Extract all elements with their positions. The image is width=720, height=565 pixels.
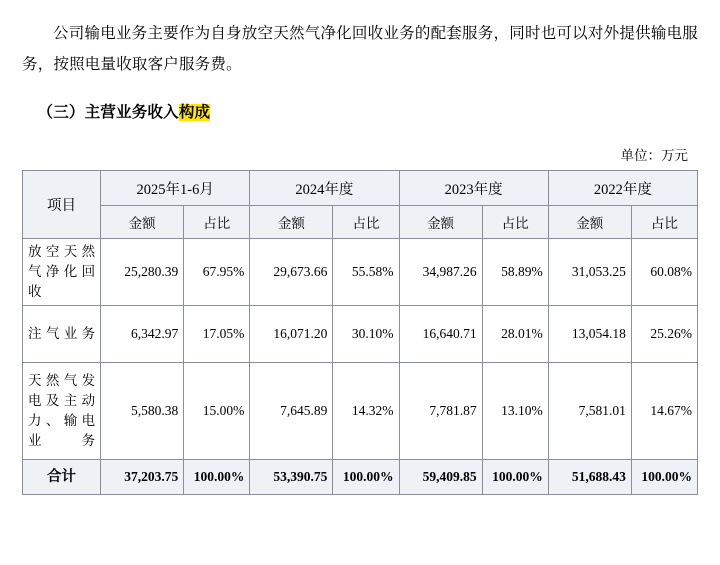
table-row	[23, 363, 698, 460]
row-0-cell-3: 55.58%	[333, 239, 399, 306]
header-item: 项目	[23, 171, 101, 239]
total-cell-6: 51,688.43	[548, 460, 631, 495]
section-heading	[22, 98, 698, 128]
section-heading-highlight: 构成	[178, 104, 211, 121]
row-0-cell-4: 34,987.26	[399, 239, 482, 306]
row-label-0: 放空天然气净化回收	[23, 239, 101, 306]
body-paragraph: 公司输电业务主要作为自身放空天然气净化回收业务的配套服务，同时也可以对外提供输电服务，按照电量收取客户服务费。	[22, 25, 698, 73]
row-2-cell-2: 7,645.89	[250, 363, 333, 460]
row-1-cell-4: 16,640.71	[399, 306, 482, 363]
row-1-cell-6: 13,054.18	[548, 306, 631, 363]
header-percent-0: 占比	[184, 206, 250, 239]
row-2-cell-5: 13.10%	[482, 363, 548, 460]
total-cell-1: 100.00%	[184, 460, 250, 495]
row-0-cell-7: 60.08%	[631, 239, 697, 306]
total-cell-4: 59,409.85	[399, 460, 482, 495]
row-1-cell-7: 25.26%	[631, 306, 697, 363]
table-header-row-subcolumns	[23, 206, 698, 239]
revenue-composition-table	[22, 170, 698, 495]
row-1-cell-3: 30.10%	[333, 306, 399, 363]
header-amount-0: 金额	[101, 206, 184, 239]
unit-label: 单位：万元	[620, 148, 688, 163]
row-1-cell-2: 16,071.20	[250, 306, 333, 363]
header-percent-3: 占比	[631, 206, 697, 239]
header-period-3: 2022年度	[548, 171, 697, 206]
total-cell-3: 100.00%	[333, 460, 399, 495]
total-cell-7: 100.00%	[631, 460, 697, 495]
row-1-cell-5: 28.01%	[482, 306, 548, 363]
row-1-cell-1: 17.05%	[184, 306, 250, 363]
total-cell-5: 100.00%	[482, 460, 548, 495]
header-amount-3: 金额	[548, 206, 631, 239]
row-2-cell-7: 14.67%	[631, 363, 697, 460]
row-label-2: 天然气发电及主动力、输电业务	[23, 363, 101, 460]
row-0-cell-6: 31,053.25	[548, 239, 631, 306]
table-row	[23, 306, 698, 363]
header-period-2: 2023年度	[399, 171, 548, 206]
row-label-1: 注气业务	[23, 306, 101, 363]
row-2-cell-6: 7,581.01	[548, 363, 631, 460]
row-0-cell-1: 67.95%	[184, 239, 250, 306]
section-heading-text: （三）主营业务收入	[37, 104, 179, 121]
header-period-1: 2024年度	[250, 171, 399, 206]
total-cell-2: 53,390.75	[250, 460, 333, 495]
row-1-cell-0: 6,342.97	[101, 306, 184, 363]
header-period-0: 2025年1-6月	[101, 171, 250, 206]
row-2-cell-1: 15.00%	[184, 363, 250, 460]
header-percent-2: 占比	[482, 206, 548, 239]
header-amount-2: 金额	[399, 206, 482, 239]
table-total-row	[23, 460, 698, 495]
row-2-cell-4: 7,781.87	[399, 363, 482, 460]
table-row	[23, 239, 698, 306]
total-label: 合计	[23, 460, 101, 495]
total-cell-0: 37,203.75	[101, 460, 184, 495]
row-0-cell-0: 25,280.39	[101, 239, 184, 306]
row-0-cell-5: 58.89%	[482, 239, 548, 306]
row-2-cell-3: 14.32%	[333, 363, 399, 460]
table-header-row-periods	[23, 171, 698, 206]
header-amount-1: 金额	[250, 206, 333, 239]
row-2-cell-0: 5,580.38	[101, 363, 184, 460]
header-percent-1: 占比	[333, 206, 399, 239]
row-0-cell-2: 29,673.66	[250, 239, 333, 306]
